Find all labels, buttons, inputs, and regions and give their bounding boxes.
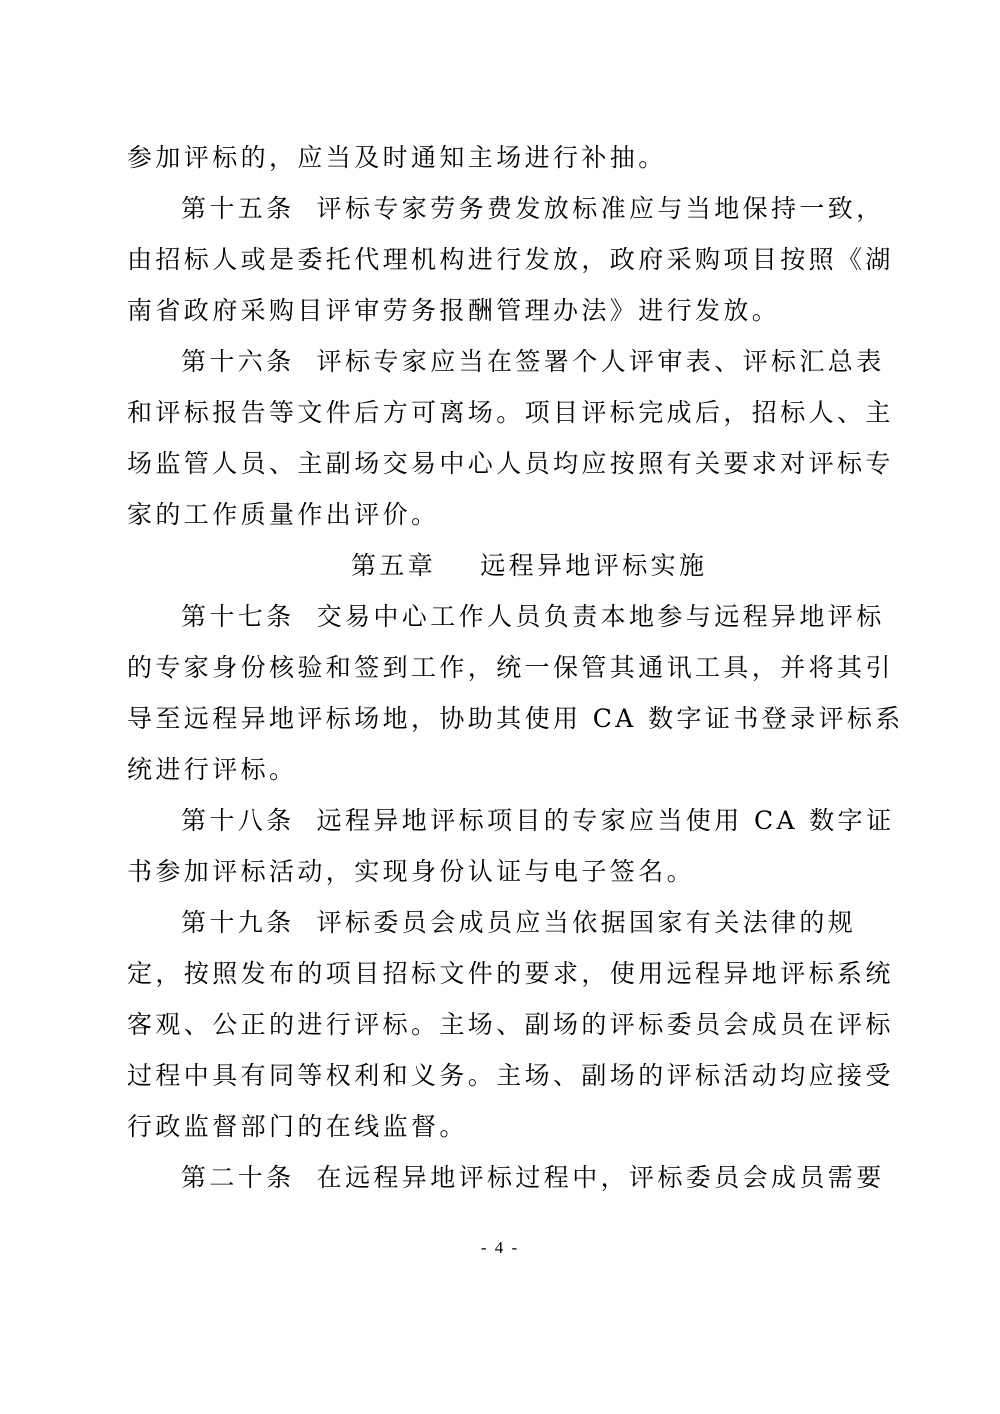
article-15-first-line — [127, 183, 885, 234]
paragraph-line: 场监管人员、主副场交易中心人员均应按照有关要求对评标专 — [127, 449, 894, 478]
paragraph-line: 由招标人或是委托代理机构进行发放，政府采购项目按照《湖 — [127, 245, 894, 274]
paragraph-text: 交易中心工作人员负责本地参与远程异地评标 — [316, 602, 885, 631]
paragraph-line: 南省政府采购目评审劳务报酬管理办法》进行发放。 — [127, 296, 781, 325]
paragraph-text: 在远程异地评标过程中，评标委员会成员需要 — [316, 1163, 885, 1192]
paragraph-line: 的专家身份核验和签到工作，统一保管其通讯工具，并将其引 — [127, 653, 894, 682]
article-20-first-line — [127, 1152, 885, 1203]
article-16-first-line — [127, 336, 885, 387]
document-body — [127, 132, 904, 1203]
paragraph-line: 家的工作质量作出评价。 — [127, 500, 440, 529]
paragraph-line: 书参加评标活动，实现身份认证与电子签名。 — [127, 857, 696, 886]
chapter-heading — [127, 540, 849, 591]
paragraph-line: 过程中具有同等权利和义务。主场、副场的评标活动均应接受 — [127, 1061, 894, 1090]
article-18-first-line — [127, 795, 895, 846]
paragraph-text: 评标专家应当在签署个人评审表、评标汇总表 — [316, 347, 885, 376]
paragraph-line: 定，按照发布的项目招标文件的要求，使用远程异地评标系统 — [127, 959, 894, 988]
article-number: 第十七条 — [181, 602, 295, 631]
article-19-first-line — [127, 897, 857, 948]
paragraph-line: 统进行评标。 — [127, 755, 298, 784]
paragraph-text: 评标专家劳务费发放标准应与当地保持一致， — [316, 194, 885, 223]
article-number: 第十五条 — [181, 194, 295, 223]
article-number: 第十六条 — [181, 347, 295, 376]
paragraph-line: 行政监督部门的在线监督。 — [127, 1112, 468, 1141]
article-number: 第二十条 — [181, 1163, 295, 1192]
paragraph-line: 导至远程异地评标场地，协助其使用 CA 数字证书登录评标系 — [127, 704, 904, 733]
page-number: - 4 - — [480, 1238, 520, 1257]
article-number: 第十九条 — [181, 908, 295, 937]
paragraph-line: 客观、公正的进行评标。主场、副场的评标委员会成员在评标 — [127, 1010, 894, 1039]
chapter-title: 远程异地评标实施 — [480, 551, 708, 580]
article-17-first-line — [127, 591, 885, 642]
paragraph-line: 参加评标的，应当及时通知主场进行补抽。 — [127, 143, 667, 172]
paragraph-text: 评标委员会成员应当依据国家有关法律的规 — [316, 908, 857, 937]
paragraph-line: 和评标报告等文件后方可离场。项目评标完成后，招标人、主 — [127, 398, 894, 427]
chapter-number: 第五章 — [351, 551, 437, 580]
paragraph-text: 远程异地评标项目的专家应当使用 CA 数字证 — [316, 806, 895, 835]
article-number: 第十八条 — [181, 806, 295, 835]
